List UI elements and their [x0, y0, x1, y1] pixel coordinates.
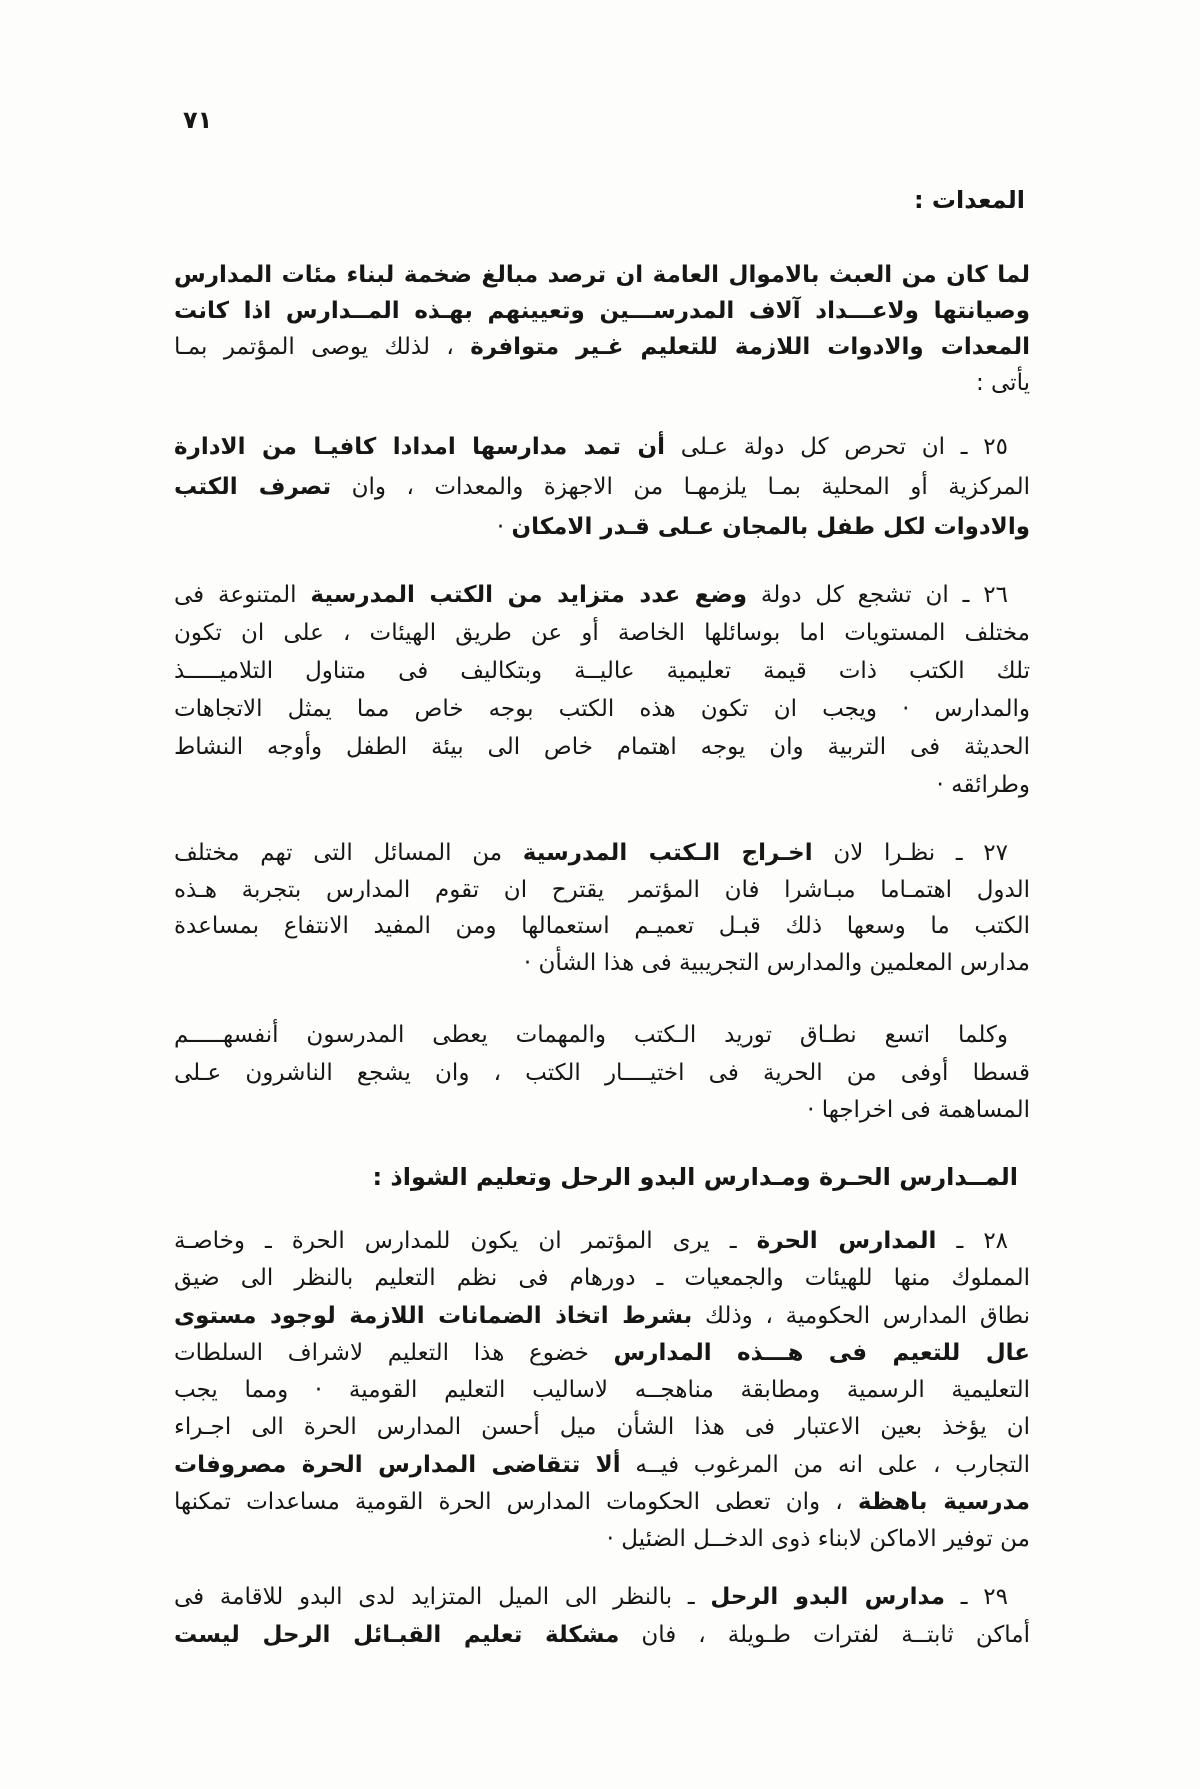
- text-line: [174, 1092, 1030, 1130]
- text-line: [174, 467, 1030, 507]
- text-line: [174, 257, 1030, 293]
- text-segment: ـ يرى المؤتمر ان يكون للمدارس الحرة ـ وخاصـة: [174, 1228, 737, 1254]
- text-segment: مدارس المعلمين والمدارس التجريبية فى هذا الشأن ·: [523, 949, 1030, 976]
- text-line: [174, 365, 1030, 401]
- bold-text: مشكلة تعليم القبـائل الرحل ليست: [174, 1622, 620, 1648]
- text-line: [174, 728, 1030, 766]
- text-segment: وكلما اتسع نطـاق توريد الـكتب والمهمات يعطى المدرسون أنفسهـــــم: [174, 1022, 1008, 1048]
- bold-text: أن تمد مدارسها امدادا كافيـا من الادارة: [174, 434, 665, 460]
- bold-text: بشرط اتخاذ الضمانات اللازمة لوجود مستوى: [174, 1302, 693, 1329]
- text-segment: مختلف المستويات اما بوسائلها الخاصة أو عن طريق الهيئات ، على ان تكون: [174, 620, 1030, 646]
- paragraph-item-27: [174, 835, 1030, 981]
- text-line: [174, 1017, 1030, 1055]
- text-segment: ان يؤخذ بعين الاعتبار فى هذا الشأن ميل أحسن المدارس الحرة الى اجـراء: [174, 1414, 1030, 1441]
- text-line: [174, 652, 1030, 690]
- text-segment: المملوك منها للهيئات والجمعيات ـ دورهام فى نظم التعليم بالنظر الى ضيق: [174, 1265, 1030, 1292]
- text-segment: المساهمة فى اخراجها ·: [807, 1097, 1030, 1123]
- text-segment: يأتى :: [975, 370, 1030, 396]
- text-segment: تلك الكتب ذات قيمة تعليمية عاليــة وبتكاليف فى متناول التلاميـــــذ: [174, 658, 1030, 684]
- text-segment: الدول اهتمـاما مبـاشرا فان المؤتمر يقترح ان تقوم المدارس بتجربة هـذه: [174, 876, 1030, 903]
- text-line: [174, 945, 1030, 982]
- text-segment: ، لذلك يوصى المؤتمر بمـا: [174, 334, 454, 360]
- text-segment: المركزية أو المحلية بمـا يلزمهـا من الاجهزة والمعدات ، وان: [351, 474, 1030, 500]
- text-segment: ٢٩ ـ: [960, 1584, 1009, 1610]
- text-segment: قسطا أوفى من الحرية فى اختيــــار الكتب ، وان يشجع الناشرون عـلى: [174, 1059, 1030, 1086]
- section-heading-equipment: المعدات :: [913, 186, 1025, 214]
- text-line: [174, 1260, 1030, 1297]
- text-segment: ـ بالنظر الى الميل المتزايد لدى البدو للاقامة فى: [174, 1584, 695, 1610]
- text-segment: ٢٨ ـ: [956, 1228, 1009, 1254]
- bold-text: المعدات والادوات اللازمة للتعليم غـير متوافرة: [470, 334, 1030, 360]
- text-line: [174, 507, 1030, 547]
- bold-text: والادوات لكل طفل بالمجان عـلى قـدر الامكان: [511, 514, 1030, 540]
- text-segment: من المسائل التى تهم مختلف: [174, 840, 503, 866]
- text-line: [174, 614, 1030, 652]
- text-segment: من توفير الاماكن لابناء ذوى الدخــل الضئيل ·: [606, 1526, 1030, 1553]
- text-line: [174, 690, 1030, 728]
- text-segment: الكتب ما وسعها ذلك قبـل تعميـم استعمالها ومن المفيد الانتفاع بمساعدة: [174, 913, 1030, 939]
- text-line: [174, 1409, 1030, 1446]
- text-line: [174, 329, 1030, 365]
- text-line: [174, 1521, 1030, 1558]
- text-line: [174, 766, 1030, 804]
- text-line: [174, 293, 1030, 329]
- bold-text: اخـراج الـكتب المدرسية: [522, 840, 813, 866]
- text-line: [174, 1578, 1030, 1616]
- text-segment: والمدارس · ويجب ان تكون هذه الكتب بوجه خاص مما يمثل الاتجاهات: [174, 696, 1030, 722]
- text-segment: التجارب ، على انه من المرغوب فيــه: [635, 1451, 1031, 1478]
- paragraph-books-supply: [174, 1017, 1030, 1130]
- text-line: [174, 576, 1030, 614]
- bold-text: تصرف الكتب: [174, 474, 332, 500]
- text-segment: ، وان تعطى الحكومات المدارس الحرة القومية مساعدات تمكنها: [174, 1489, 843, 1516]
- text-line: [174, 1447, 1030, 1484]
- text-segment: نطاق المدارس الحكومية ، وذلك: [705, 1302, 1030, 1329]
- page-number: ٧١: [183, 106, 213, 134]
- text-segment: ·: [496, 514, 505, 540]
- bold-text: وصيانتها ولاعـــداد آلاف المدرســـين وتعيينهم بهـذه المــدارس اذا كانت: [174, 298, 1030, 324]
- bold-text: المدارس الحرة: [756, 1228, 937, 1254]
- paragraph-intro: [174, 257, 1030, 401]
- paragraph-item-25: [174, 427, 1030, 547]
- text-segment: ٢٧ ـ نظـرا لان: [833, 840, 1009, 866]
- bold-text: لما كان من العبث بالاموال العامة ان ترصد مبالغ ضخمة لبناء مئات المدارس: [174, 262, 1030, 288]
- text-segment: التعليمية الرسمية ومطابقة مناهجــه لاساليب التعليم القومية · ومما يجب: [174, 1377, 1030, 1404]
- paragraph-item-28: [174, 1223, 1030, 1559]
- bold-text: ألا تتقاضى المدارس الحرة مصروفات: [174, 1451, 621, 1478]
- text-segment: أماكن ثابتــة لفترات طـويلة ، فان: [641, 1622, 1030, 1648]
- text-segment: وطرائقه ·: [936, 772, 1030, 798]
- text-segment: خضوع هذا التعليم لاشراف السلطات: [174, 1339, 589, 1366]
- text-line: [174, 908, 1030, 945]
- text-line: [174, 1484, 1030, 1521]
- text-line: [174, 872, 1030, 909]
- text-line: [174, 1372, 1030, 1409]
- text-segment: ٢٥ ـ ان تحرص كل دولة عـلى: [680, 434, 1008, 460]
- text-line: [174, 427, 1030, 467]
- paragraph-item-26: [174, 576, 1030, 804]
- text-line: [174, 1616, 1030, 1654]
- text-line: [174, 1298, 1030, 1335]
- bold-text: عال للتعيم فى هـــذه المدارس: [613, 1339, 1031, 1366]
- bold-text: مدارس البدو الرحل: [710, 1584, 946, 1610]
- text-segment: المتنوعة فى: [174, 582, 297, 608]
- text-line: [174, 835, 1030, 872]
- bold-text: وضع عدد متزايد من الكتب المدرسية: [310, 582, 747, 608]
- section-heading-schools: المــدارس الحـرة ومـدارس البدو الرحل وتعليم الشواذ :: [372, 1163, 1018, 1191]
- text-line: [174, 1335, 1030, 1372]
- text-segment: ٢٦ ـ ان تشجع كل دولة: [760, 582, 1009, 608]
- text-line: [174, 1223, 1030, 1260]
- paragraph-item-29: [174, 1578, 1030, 1654]
- bold-text: مدرسية باهظة: [857, 1489, 1031, 1516]
- text-line: [174, 1055, 1030, 1093]
- text-segment: الحديثة فى التربية وان يوجه اهتمام خاص الى بيئة الطفل وأوجه النشاط: [174, 734, 1030, 760]
